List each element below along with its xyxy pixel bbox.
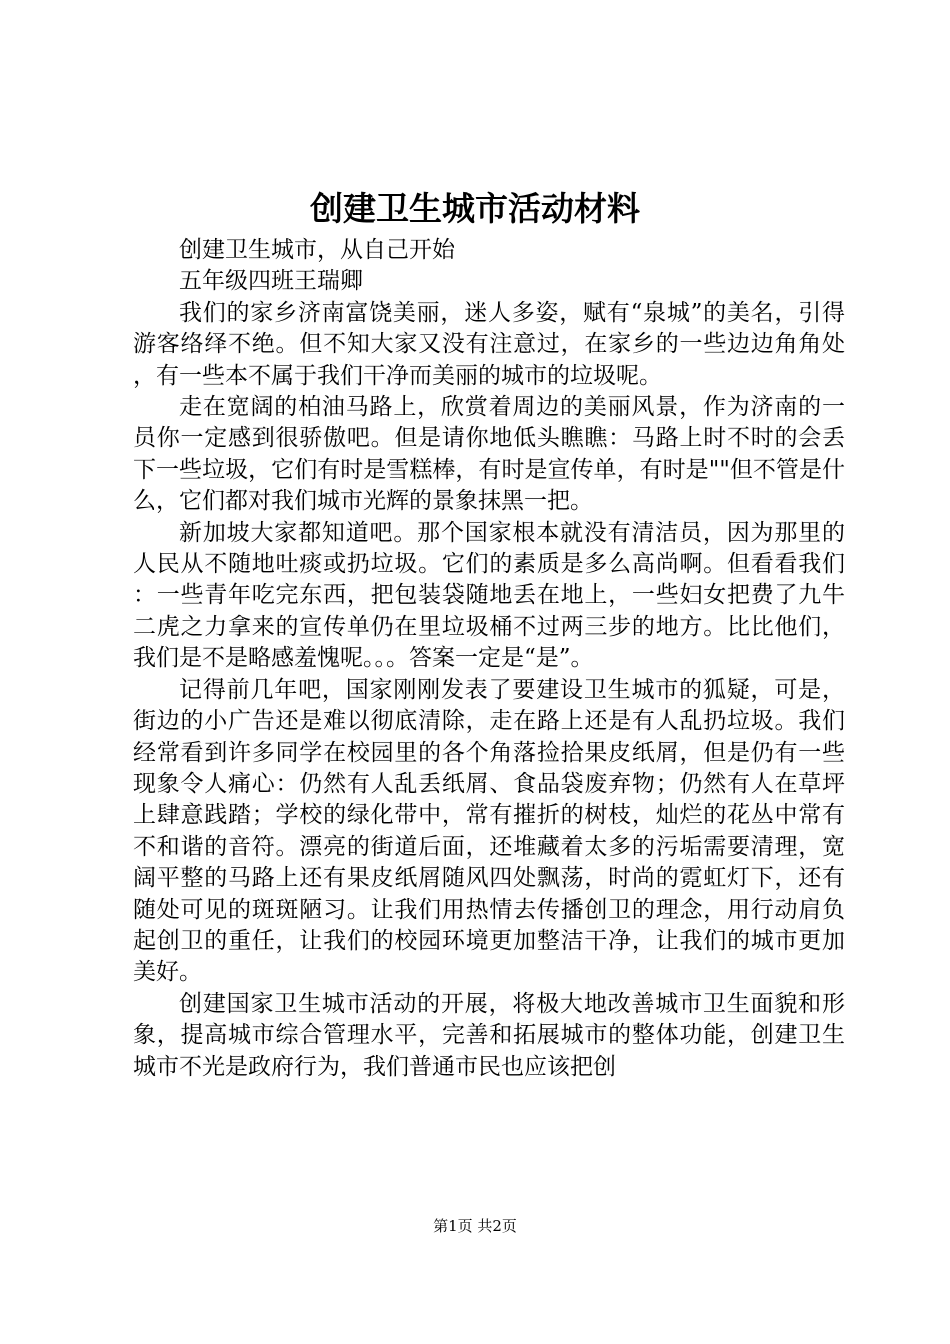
document-title: 创建卫生城市活动材料	[310, 189, 640, 228]
body-paragraph: 新加坡大家都知道吧。那个国家根本就没有清洁员，因为那里的人民从不随地吐痰或扔垃圾。它们的素质是多么高尚啊。但看看我们：一些青年吃完东西，把包装袋随地丢在地上，一些妇女把费了九牛二虎之力拿来的宣传单仍在里垃圾桶不过两三步的地方。比比他们，我们是不是略感羞愧呢。。。答案一定是“是”。	[133, 519, 845, 672]
subtitle-paragraph: 创建卫生城市，从自己开始	[179, 237, 455, 263]
body-paragraph: 创建国家卫生城市活动的开展，将极大地改善城市卫生面貌和形象，提高城市综合管理水平，完善和拓展城市的整体功能，创建卫生城市不光是政府行为，我们普通市民也应该把创	[133, 990, 845, 1080]
body-paragraph: 走在宽阔的柏油马路上，欣赏着周边的美丽风景，作为济南的一员你一定感到很骄傲吧。但是请你地低头瞧瞧：马路上时不时的会丢下一些垃圾，它们有时是雪糕棒，有时是宣传单，有时是""但不管是什么，它们都对我们城市光辉的景象抹黑一把。	[133, 394, 845, 515]
document-body	[133, 235, 845, 1083]
body-paragraph: 我们的家乡济南富饶美丽，迷人多姿，赋有“泉城”的美名，引得游客络绎不绝。但不知大家又没有注意过，在家乡的一些边边角角处，有一些本不属于我们干净而美丽的城市的垃圾呢。	[133, 299, 845, 389]
page-number-footer: 第1页 共2页	[433, 1217, 517, 1235]
author-paragraph: 五年级四班王瑞卿	[179, 268, 363, 295]
body-paragraph: 记得前几年吧，国家刚刚发表了要建设卫生城市的狐疑，可是，街边的小广告还是难以彻底清除，走在路上还是有人乱扔垃圾。我们经常看到许多同学在校园里的各个角落捡拾果皮纸屑，但是仍有一些现象令人痛心：仍然有人乱丢纸屑、食品袋废弃物；仍然有人在草坪上肆意践踏；学校的绿化带中，常有摧折的树枝，灿烂的花丛中常有不和谐的音符。漂亮的街道后面，还堆藏着太多的污垢需要清理，宽阔平整的马路上还有果皮纸屑随风四处飘荡，时尚的霓虹灯下，还有随处可见的斑斑陋习。让我们用热情去传播创卫的理念，用行动肩负起创卫的重任，让我们的校园环境更加整洁干净，让我们的城市更加美好。	[133, 676, 845, 986]
